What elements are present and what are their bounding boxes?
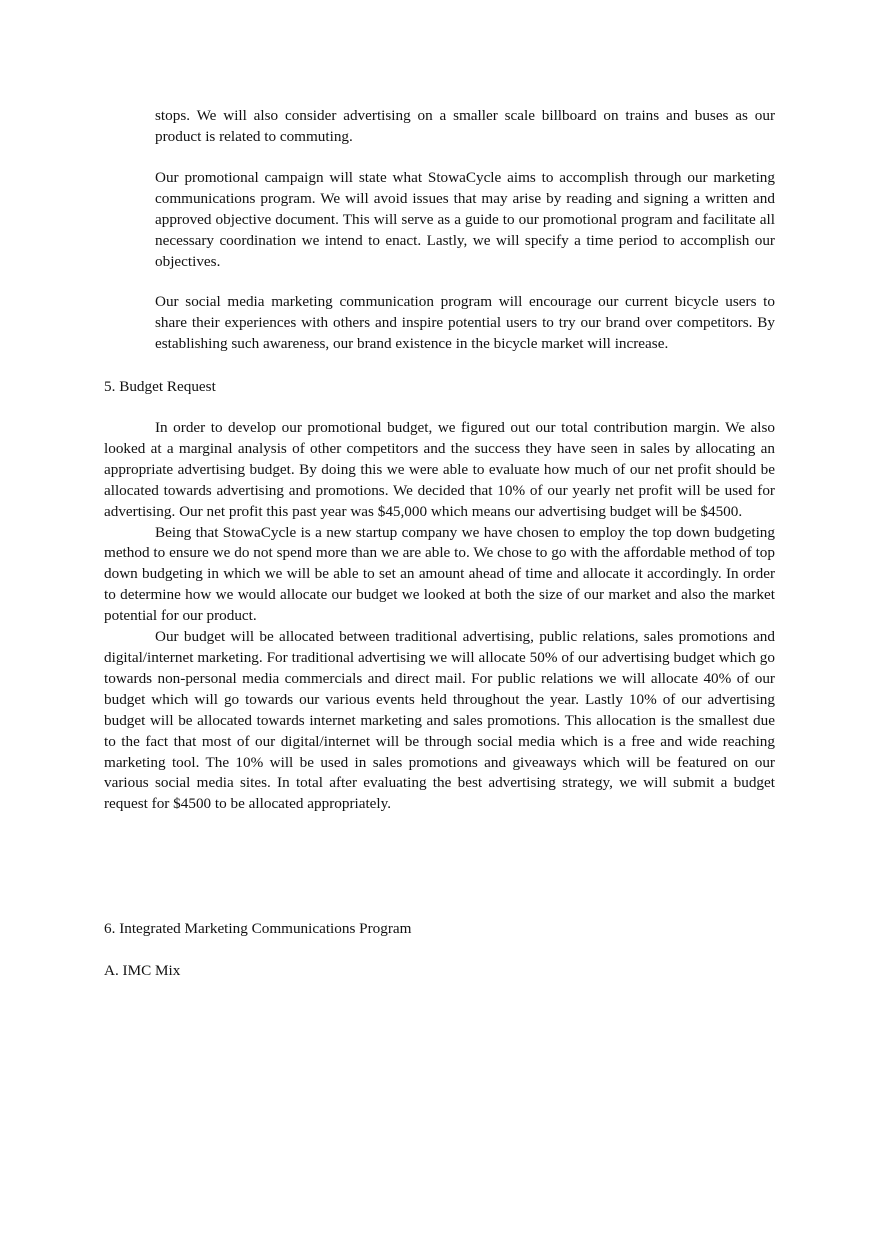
budget-paragraph-1: In order to develop our promotional budget, we figured out our total contribution margin. We also looked at a marginal analysis of other competitors and the success they have seen in sales by allocating an appropriate advertising budget. By doing this we were able to evaluate how much of our net profit should be allocated towards advertising and promotions. We decided that 10% of our yearly net profit will be used for advertising. Our net profit this past year was $45,000 which means our advertising budget will be $4500. <box>104 419 775 520</box>
intro-paragraph-1 <box>155 106 775 148</box>
budget-request-body <box>104 418 775 815</box>
budget-paragraph-2: Being that StowaCycle is a new startup company we have chosen to employ the top down budgeting method to ensure we do not spend more than we are able to. We chose to go with the affordable method of top down budgeting in which we will be able to set an amount ahead of time and allocate it accordingly. In order to determine how we would allocate our budget we looked at both the size of our market and also the market potential for our product. <box>104 523 775 625</box>
intro-paragraph-2 <box>155 168 775 273</box>
paragraph-text: stops. We will also consider advertising on a smaller scale billboard on trains and buses as our product is related to commuting. <box>155 107 775 145</box>
budget-request-heading: 5. Budget Request <box>104 378 216 395</box>
paragraph-text: Our promotional campaign will state what StowaCycle aims to accomplish through our marketing communications program. We will avoid issues that may arise by reading and signing a written and approved objective document. This will serve as a guide to our promotional program and facilitate all necessary coordination we intend to enact. Lastly, we will specify a time period to accomplish our objectives. <box>155 169 775 270</box>
budget-paragraph-3: Our budget will be allocated between traditional advertising, public relations, sales promotions and digital/internet marketing. For traditional advertising we will allocate 50% of our advertising budget which go towards non-personal media commercials and direct mail. For public relations we will allocate 40% of our budget which will go towards our various events held throughout the year. Lastly 10% of our advertising budget will be allocated towards internet marketing and sales promotions. This allocation is the smallest due to the fact that most of our digital/internet will be through social media which is a free and wide reaching marketing tool. The 10% will be used in sales promotions and giveaways which will be featured on our various social media sites. In total after evaluating the best advertising strategy, we will submit a budget request for $4500 to be allocated appropriately. <box>104 628 775 813</box>
paragraph-text: Our social media marketing communication program will encourage our current bicycle users to share their experiences with others and inspire potential users to try our brand over competitors. By establishing such awareness, our brand existence in the bicycle market will increase. <box>155 293 775 352</box>
imc-mix-subheading: A. IMC Mix <box>104 962 181 979</box>
imc-program-heading: 6. Integrated Marketing Communications Program <box>104 920 412 937</box>
intro-paragraph-3 <box>155 292 775 355</box>
